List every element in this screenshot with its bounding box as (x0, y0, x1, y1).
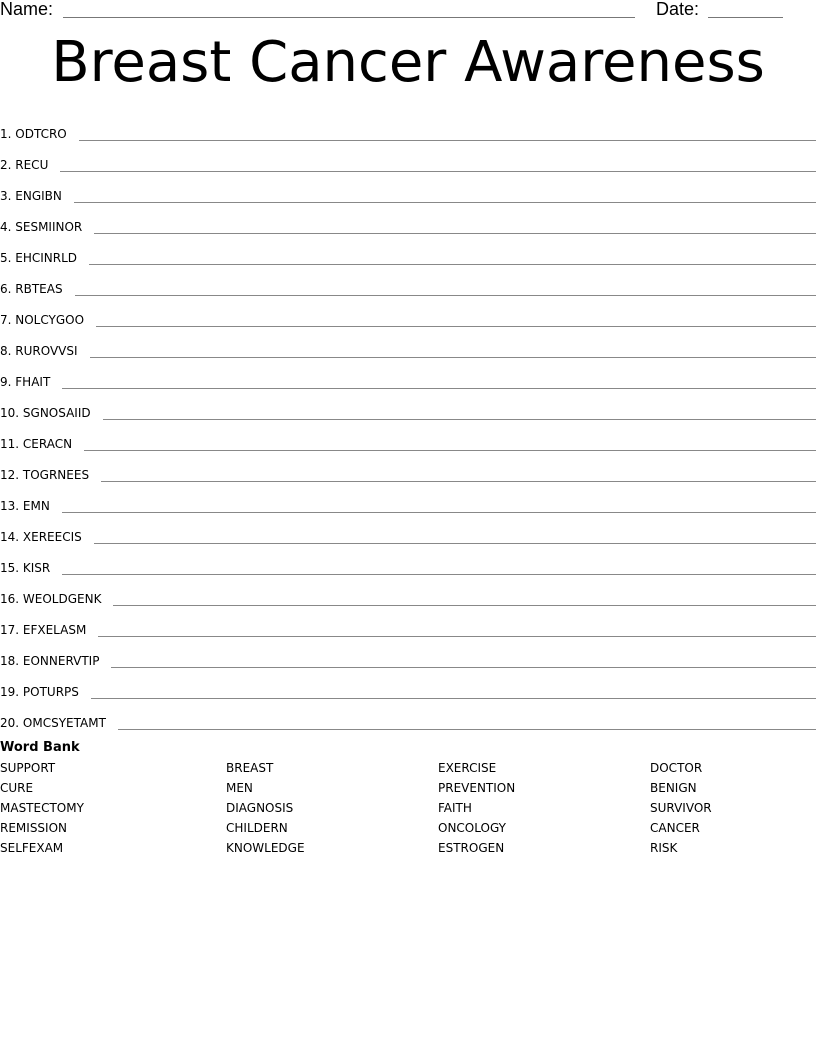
answer-line (79, 140, 816, 141)
clue-text: 7. NOLCYGOO (0, 313, 85, 327)
word-bank-word: CHILDERN (226, 821, 288, 835)
header (0, 0, 816, 24)
answer-line (94, 233, 816, 234)
word-bank (0, 739, 816, 859)
word-bank-word: EXERCISE (438, 761, 497, 775)
clue-row (0, 298, 816, 329)
clue-row (0, 453, 816, 484)
word-bank-word: SURVIVOR (650, 801, 712, 815)
word-bank-word: KNOWLEDGE (226, 841, 305, 855)
answer-line (103, 419, 816, 420)
clue-row (0, 577, 816, 608)
name-line (63, 17, 635, 18)
answer-line (101, 481, 816, 482)
clue-text: 1. ODTCRO (0, 127, 67, 141)
word-bank-word: REMISSION (0, 821, 68, 835)
clue-text: 3. ENGIBN (0, 189, 62, 203)
word-bank-word: MEN (226, 781, 253, 795)
clue-row (0, 515, 816, 546)
clue-text: 17. EFXELASM (0, 623, 87, 637)
clue-row (0, 639, 816, 670)
word-bank-grid (0, 759, 816, 859)
answer-line (90, 357, 816, 358)
answer-line (96, 326, 816, 327)
word-bank-word: ONCOLOGY (438, 821, 506, 835)
clue-row (0, 205, 816, 236)
answer-line (89, 264, 816, 265)
answer-line (113, 605, 816, 606)
answer-line (60, 171, 816, 172)
clue-row (0, 484, 816, 515)
clue-row (0, 329, 816, 360)
clue-row (0, 112, 816, 143)
clue-row (0, 174, 816, 205)
clue-row (0, 422, 816, 453)
page-title: Breast Cancer Awareness (51, 30, 765, 95)
word-bank-word: SUPPORT (0, 761, 56, 775)
clue-text: 11. CERACN (0, 437, 73, 451)
clue-text: 4. SESMIINOR (0, 220, 83, 234)
answer-line (91, 698, 816, 699)
clue-row (0, 701, 816, 732)
clue-list (0, 112, 816, 732)
clue-text: 15. KISR (0, 561, 51, 575)
answer-line (111, 667, 816, 668)
answer-line (74, 202, 816, 203)
word-bank-word: CANCER (650, 821, 700, 835)
clue-text: 2. RECU (0, 158, 49, 172)
answer-line (94, 543, 816, 544)
word-bank-title: Word Bank (0, 740, 80, 755)
clue-row (0, 670, 816, 701)
answer-line (62, 574, 816, 575)
clue-text: 9. FHAIT (0, 375, 51, 389)
clue-row (0, 391, 816, 422)
word-bank-word: FAITH (438, 801, 472, 815)
word-bank-word: RISK (650, 841, 678, 855)
clue-text: 18. EONNERVTIP (0, 654, 100, 668)
clue-text: 8. RUROVVSI (0, 344, 78, 358)
clue-text: 19. POTURPS (0, 685, 79, 699)
answer-line (62, 388, 816, 389)
word-bank-word: DIAGNOSIS (226, 801, 294, 815)
clue-row (0, 608, 816, 639)
clue-text: 13. EMN (0, 499, 50, 513)
clue-row (0, 236, 816, 267)
clue-text: 16. WEOLDGENK (0, 592, 102, 606)
word-bank-word: PREVENTION (438, 781, 516, 795)
clue-text: 20. OMCSYETAMT (0, 716, 106, 730)
clue-row (0, 360, 816, 391)
clue-row (0, 546, 816, 577)
word-bank-word: SELFEXAM (0, 841, 64, 855)
word-bank-word: ESTROGEN (438, 841, 505, 855)
answer-line (98, 636, 816, 637)
word-bank-word: BREAST (226, 761, 274, 775)
name-label: Name: (0, 0, 54, 19)
word-bank-word: DOCTOR (650, 761, 703, 775)
clue-text: 12. TOGRNEES (0, 468, 90, 482)
date-line (708, 17, 783, 18)
clue-text: 5. EHCINRLD (0, 251, 78, 265)
answer-line (75, 295, 816, 296)
word-bank-word: MASTECTOMY (0, 801, 84, 815)
clue-text: 6. RBTEAS (0, 282, 63, 296)
answer-line (62, 512, 816, 513)
clue-row (0, 267, 816, 298)
answer-line (118, 729, 816, 730)
date-label: Date: (656, 0, 700, 19)
word-bank-word: BENIGN (650, 781, 697, 795)
answer-line (84, 450, 816, 451)
clue-text: 10. SGNOSAIID (0, 406, 91, 420)
clue-text: 14. XEREECIS (0, 530, 82, 544)
word-bank-word: CURE (0, 781, 34, 795)
clue-row (0, 143, 816, 174)
